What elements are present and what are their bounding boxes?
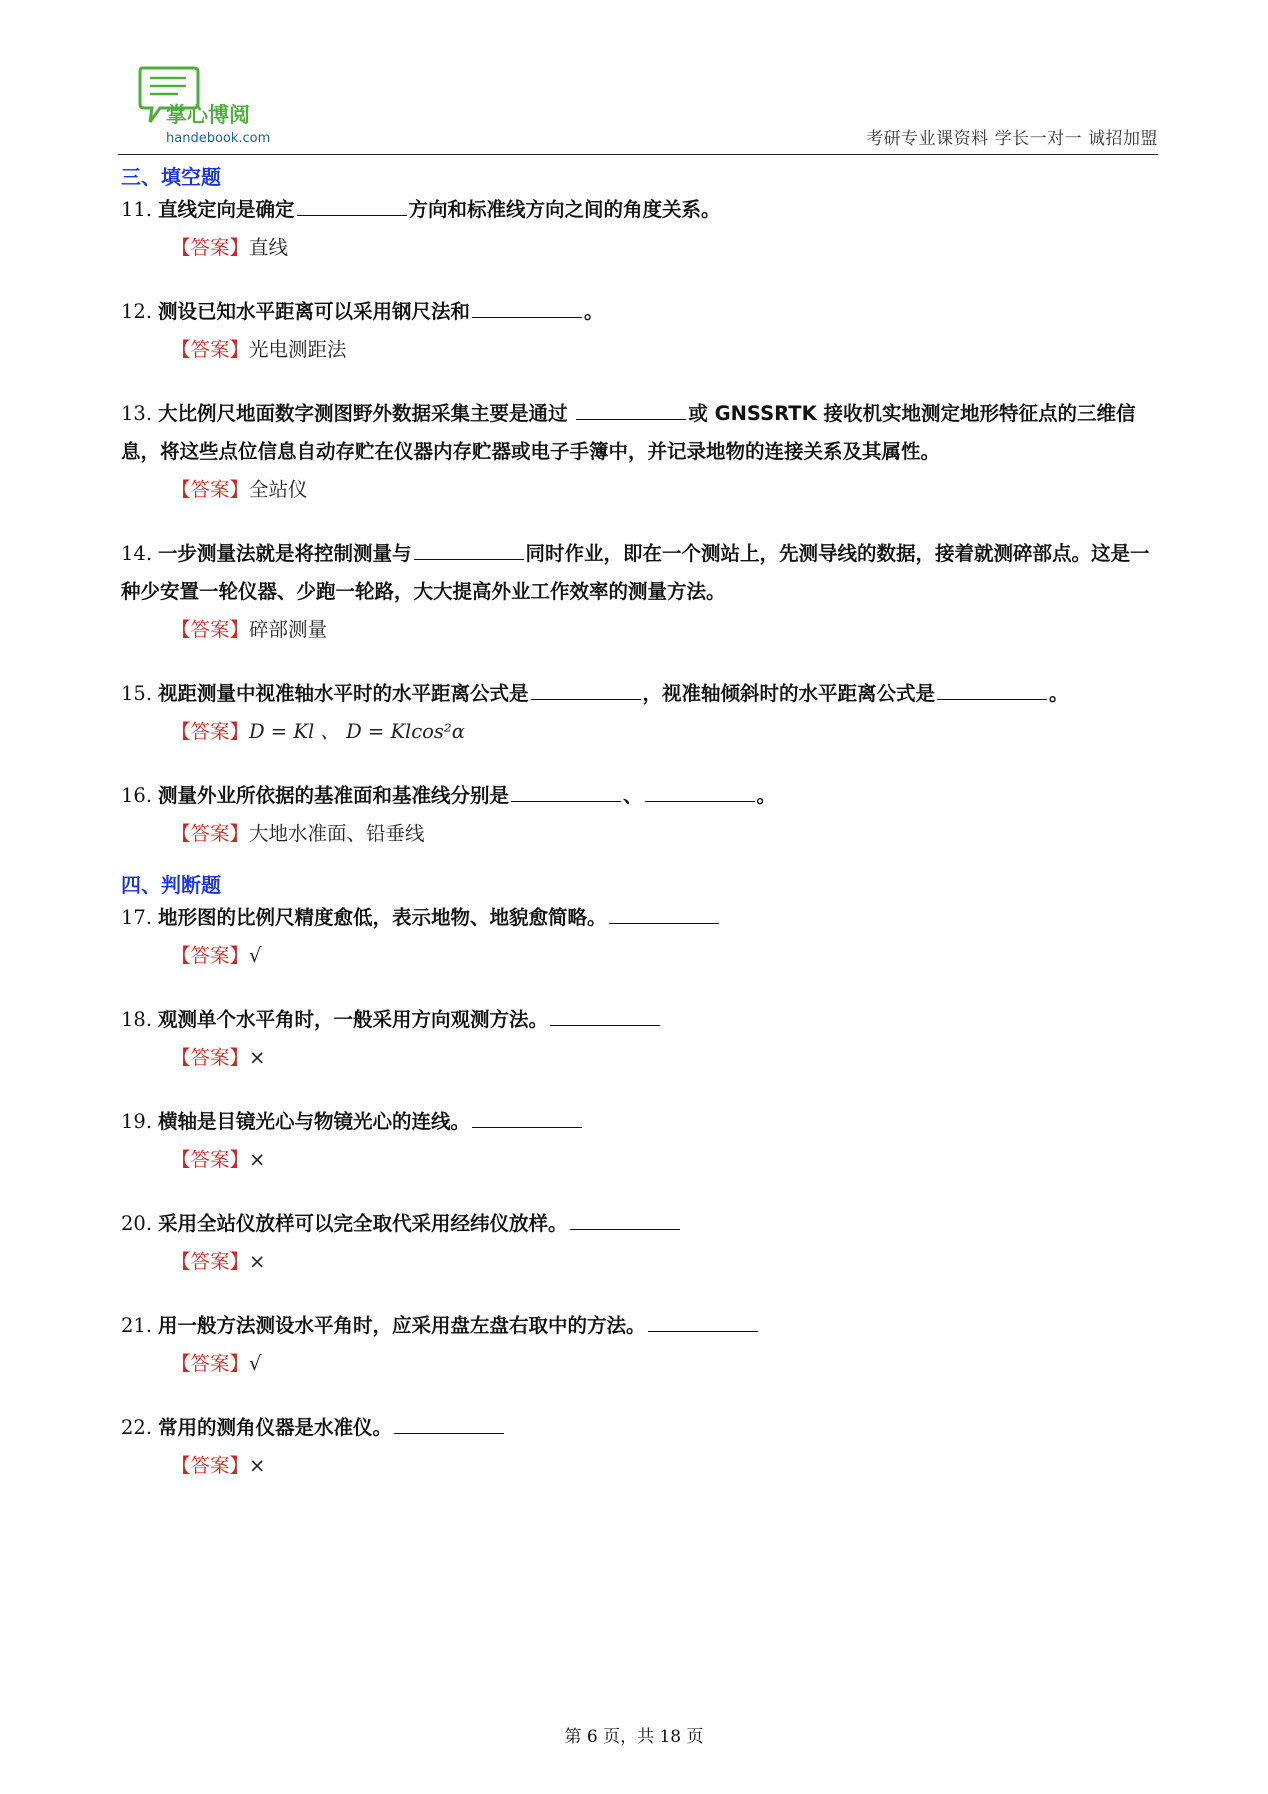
- section-title-fill-blank: 三、填空题: [121, 165, 221, 189]
- question-text: 。: [1049, 682, 1069, 705]
- question-text: 用一般方法测设水平角时，应采用盘左盘右取中的方法。: [158, 1314, 646, 1337]
- question-13: [121, 395, 1161, 509]
- question-text: 测设已知水平距离可以采用钢尺法和: [158, 300, 471, 323]
- question-11: [121, 191, 1161, 267]
- answer-value: ×: [249, 1250, 266, 1273]
- question-text: 大比例尺地面数字测图野外数据采集主要是通过: [158, 402, 575, 425]
- question-text: 观测单个水平角时，一般采用方向观测方法。: [158, 1008, 549, 1031]
- answer-value: 光电测距法: [249, 338, 347, 361]
- question-text: 测量外业所依据的基准面和基准线分别是: [158, 784, 510, 807]
- question-text: 同时作业，即在一个测站上，先测导线的数据，接着就测碎部点。这是一种少安置一轮仪器、少跑一轮路，大大提高外业工作效率的测量方法。: [121, 542, 1150, 603]
- page-content: [121, 163, 1161, 1485]
- answer-value: ×: [249, 1046, 266, 1069]
- question-text: 或 GNSSRTK 接收机实地测定地形特征点的三维信息，将这些点位信息自动存贮在仪器内存贮器或电子手簿中，并记录地物的连接关系及其属性。: [121, 402, 1136, 463]
- answer-blank[interactable]: [609, 905, 719, 924]
- question-text: 常用的测角仪器是水准仪。: [158, 1416, 393, 1439]
- question-text: 。: [584, 300, 604, 323]
- question-text: 横轴是目镜光心与物镜光心的连线。: [158, 1110, 471, 1133]
- answer-label: 【答案】: [171, 338, 250, 361]
- question-text: 方向和标准线方向之间的角度关系。: [408, 198, 721, 221]
- answer-value: 大地水准面、铅垂线: [249, 822, 425, 845]
- question-text: 采用全站仪放样可以完全取代采用经纬仪放样。: [158, 1212, 568, 1235]
- question-19: [121, 1103, 1161, 1179]
- question-20: [121, 1205, 1161, 1281]
- answer-blank[interactable]: [297, 197, 407, 216]
- answer-value: ×: [249, 1454, 266, 1477]
- answer-row: [121, 815, 1161, 853]
- answer-label: 【答案】: [171, 720, 250, 743]
- answer-row: [121, 331, 1161, 369]
- question-17: [121, 899, 1161, 975]
- question-number: 15.: [121, 682, 153, 705]
- question-21: [121, 1307, 1161, 1383]
- answer-label: 【答案】: [171, 1352, 250, 1375]
- answer-blank[interactable]: [472, 299, 582, 318]
- question-text: 直线定向是确定: [158, 198, 295, 221]
- answer-blank[interactable]: [645, 783, 755, 802]
- answer-row: [121, 611, 1161, 649]
- answer-blank[interactable]: [576, 401, 686, 420]
- answer-row: [121, 1345, 1161, 1383]
- answer-blank[interactable]: [472, 1109, 582, 1128]
- question-text: ，视准轴倾斜时的水平距离公式是: [642, 682, 936, 705]
- answer-blank[interactable]: [648, 1313, 758, 1332]
- page-header: [118, 58, 1158, 158]
- answer-blank[interactable]: [414, 541, 524, 560]
- answer-label: 【答案】: [171, 1250, 250, 1273]
- answer-row: [121, 1141, 1161, 1179]
- question-12: [121, 293, 1161, 369]
- question-text: 地形图的比例尺精度愈低，表示地物、地貌愈简略。: [158, 906, 607, 929]
- question-text: 、: [623, 784, 643, 807]
- answer-value: √: [249, 944, 262, 967]
- question-number: 18.: [121, 1008, 153, 1031]
- answer-blank[interactable]: [937, 681, 1047, 700]
- question-number: 12.: [121, 300, 153, 323]
- header-rule: [118, 154, 1158, 155]
- section-title-true-false: 四、判断题: [121, 873, 221, 897]
- question-text: 视距测量中视准轴水平时的水平距离公式是: [158, 682, 529, 705]
- question-number: 16.: [121, 784, 153, 807]
- logo-en-text: handebook.com: [166, 131, 271, 146]
- header-tagline: 考研专业课资料 学长一对一 诚招加盟: [866, 129, 1158, 149]
- answer-label: 【答案】: [171, 618, 250, 641]
- question-number: 20.: [121, 1212, 153, 1235]
- question-number: 21.: [121, 1314, 153, 1337]
- question-16: [121, 777, 1161, 853]
- answer-row: [121, 713, 1161, 751]
- answer-value: √: [249, 1352, 262, 1375]
- question-15: [121, 675, 1161, 751]
- answer-value: 全站仪: [249, 478, 308, 501]
- question-number: 19.: [121, 1110, 153, 1133]
- answer-row: [121, 471, 1161, 509]
- answer-label: 【答案】: [171, 1148, 250, 1171]
- question-number: 13.: [121, 402, 153, 425]
- answer-blank[interactable]: [550, 1007, 660, 1026]
- answer-value: ×: [249, 1148, 266, 1171]
- question-number: 11.: [121, 198, 153, 221]
- answer-label: 【答案】: [171, 1454, 250, 1477]
- question-text: 一步测量法就是将控制测量与: [158, 542, 412, 565]
- answer-blank[interactable]: [511, 783, 621, 802]
- logo-cn-text: 掌心博阅: [166, 103, 250, 127]
- answer-row: [121, 1039, 1161, 1077]
- question-22: [121, 1409, 1161, 1485]
- handebook-logo: [136, 64, 296, 150]
- answer-row: [121, 1243, 1161, 1281]
- question-number: 22.: [121, 1416, 153, 1439]
- question-text: 。: [756, 784, 777, 807]
- question-number: 17.: [121, 906, 153, 929]
- answer-row: [121, 937, 1161, 975]
- answer-label: 【答案】: [171, 478, 250, 501]
- answer-value: 碎部测量: [249, 618, 328, 641]
- question-number: 14.: [121, 542, 153, 565]
- answer-blank[interactable]: [531, 681, 641, 700]
- answer-row: [121, 1447, 1161, 1485]
- answer-label: 【答案】: [171, 1046, 250, 1069]
- page-number-footer: 第 6 页，共 18 页: [564, 1727, 704, 1747]
- answer-label: 【答案】: [171, 236, 250, 259]
- answer-value: 直线: [249, 236, 289, 259]
- question-14: [121, 535, 1161, 649]
- answer-formula: D = Kl 、 D = Klcos²α: [249, 720, 465, 743]
- answer-blank[interactable]: [570, 1211, 680, 1230]
- answer-blank[interactable]: [394, 1415, 504, 1434]
- question-18: [121, 1001, 1161, 1077]
- answer-row: [121, 229, 1161, 267]
- answer-label: 【答案】: [171, 822, 250, 845]
- answer-label: 【答案】: [171, 944, 250, 967]
